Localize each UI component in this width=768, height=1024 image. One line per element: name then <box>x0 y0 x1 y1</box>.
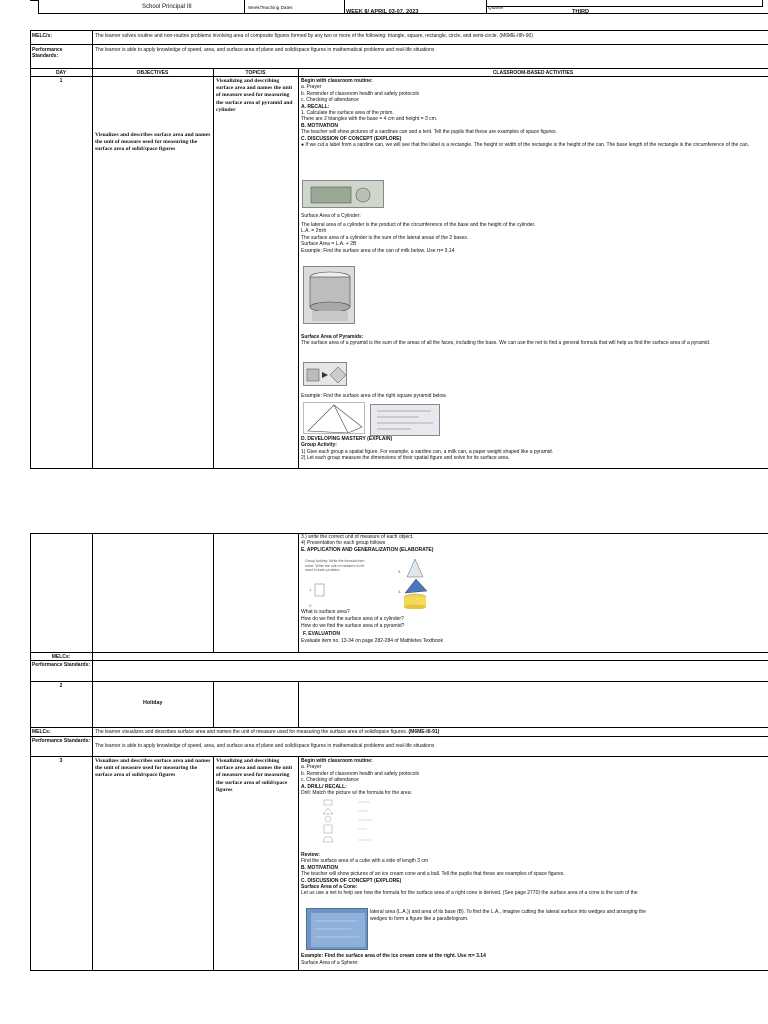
group-activity-image <box>303 557 443 609</box>
performance-text: The learner is able to apply knowledge of speed, area, and surface area of plane and solid/space figures in mathematical problems and real-life situations <box>95 47 435 53</box>
topic-text: Visualizing and describing surface area and names the unit of measure used for measuring the surface area of pyramid and cylinder <box>216 78 293 113</box>
cylinder-line: L.A. = 2πrh <box>301 228 327 235</box>
activity-line: a. Prayer <box>301 764 322 771</box>
review-line: Find the surface area of a cube with a side of length 3 cm <box>301 858 429 865</box>
activity-line: b. Reminder of classroom health and safety protocols <box>301 770 420 777</box>
activity-line: There are 2 triangles with the base = 4 cm and height = 3 cm. <box>301 116 438 123</box>
sphere-title: Surface Area of a Sphere: <box>301 960 359 967</box>
col-objectives-header: OBJECTIVES <box>136 69 169 76</box>
cone-example: Example: Find the surface area of the ice cream cone at the right. Use π= 3.14 <box>301 953 486 959</box>
cylinder-line: Surface Area = L.A. + 2B <box>301 241 357 248</box>
pyramid-net-image <box>303 362 347 386</box>
cone-line: lateral area (L.A.)) and area of its base (B). To find the L.A., imagine cutting the lateral surface into wedges and arranging the <box>370 909 646 915</box>
col-topics-header: TOPIC/S <box>245 69 266 76</box>
melcs-text-3: The learner visualizes and describes surface area and names the unit of measure used for measuring the surface area of solid/space figures. (M6ME-III-91) <box>95 729 440 735</box>
svg-text:4.: 4. <box>398 589 402 594</box>
performance-label-2: Performance Standards: <box>31 662 91 668</box>
performance-label: Performance Standards: <box>32 47 63 60</box>
melcs-label: MELC/s: <box>32 33 52 39</box>
review-line: Let us use a net to help see how the formula for the surface area of a right cone is derived. (See page 2770) the surface area of a cone is the sum of the <box>301 890 638 897</box>
review-line: Surface Area of a Cone: <box>301 884 358 890</box>
activity-line: c. Checking of attendance <box>301 777 359 784</box>
cont-line: 3.) write the correct unit of measure of each object. <box>301 534 414 540</box>
mastery-line: 1) Give each group a spatial figure. For example, a sardine can, a milk can, a paper weight shaped like a pyramid. <box>301 448 554 455</box>
performance-text-3: The learner is able to apply knowledge of speed, area, and surface area of plane and solid/space figures in mathematical problems and real-life situations <box>95 743 435 749</box>
evaluation-text: Evaluate item no. 13-34 on page 282-284 of Mathletes Textbook <box>301 637 443 644</box>
cylinder-line: The surface area of a cylinder is the sum of the lateral areas of the 2 bases. <box>301 234 469 241</box>
cone-net-image <box>306 908 368 950</box>
col-activities-header: CLASSROOM-BASED ACTIVITIES <box>492 69 574 76</box>
cylinder-line: The lateral area of a cylinder is the product of the circumference of the base and the height of the cylinder. <box>301 222 536 228</box>
activity-line: B. MOTIVATION <box>301 122 339 129</box>
pyramid-paragraph: The surface area of a pyramid is the sum of the areas of all the faces, including the base. We can use the net to find a general formula that will help us find the surface area of a pyramid. <box>301 340 711 347</box>
drill-matching-image <box>318 797 388 849</box>
activity-line: A. DRILL/ RECALL: <box>301 783 347 790</box>
mastery-line: D. DEVELOPING MASTERY (EXPLAIN) <box>301 436 393 442</box>
evaluation-title: F. EVALUATION <box>303 630 341 637</box>
cylinder-line: Surface Area of a Cylinder: <box>301 213 361 219</box>
svg-text:1.: 1. <box>309 587 313 592</box>
milk-can-image <box>303 266 355 324</box>
activity-line: a. Prayer <box>301 84 322 91</box>
question-line: How do we find the surface area of a cylinder? <box>301 616 404 622</box>
day-number: 1 <box>59 78 63 84</box>
concept-paragraph: ● If we cut a label from a sardine can, we will see that the label is a rectangle. The height or width of the rectangle is the height of the can. The base length of the rectangle is the circumference of the can. <box>301 142 750 148</box>
cont-line: 4) Presentation for each group follows <box>301 540 386 547</box>
activity-line: b. Reminder of classroom health and safety protocols <box>301 90 420 97</box>
question-line: How do we find the surface area of a pyramid? <box>301 623 405 629</box>
cone-line: wedges to form a figure like a parallelogram. <box>370 916 469 923</box>
activity-line: The teacher will show pictures of a sardines can and a tent. Tell the pupils that these are examples of space figures. <box>301 129 557 136</box>
week-value: WEEK 8/ APRIL 03-07, 2023 <box>346 9 419 15</box>
activity-line: Drill: Match the picture w/ the formula for the area: <box>301 790 412 796</box>
mastery-line: 2) Let each group measure the dimensions of their spatial figure and solve for its surface area. <box>301 455 510 462</box>
pyramid-title: Surface Area of Pyramids: <box>301 334 364 340</box>
review-line: Review: <box>301 852 320 858</box>
cylinder-line: Example: Find the surface area of the can of milk below. Use π= 3.14 <box>301 247 455 254</box>
topic-text-3: Visualizing and describing surface area and names the unit of measure used for measuring the surface area of solid/space figures <box>216 758 293 793</box>
question-line: What is surface area? <box>301 609 350 615</box>
col-day-header: DAY <box>55 69 67 76</box>
day-number-2: 2 <box>59 683 63 689</box>
review-line: B. MOTIVATION <box>301 864 339 871</box>
group-activity-instructions: Group Activity: Write the formula then solve. Write the unit of measure to be used in each problem. <box>305 559 365 573</box>
pyramid-solution-image <box>370 404 440 436</box>
pyramid-example: Example: Find the surface area of the right square pyramid below. <box>301 393 447 399</box>
activity-line: Begin with classroom routine: <box>301 758 373 764</box>
melcs-label-2: MELCs: <box>51 653 71 660</box>
day-number-3: 3 <box>59 758 63 764</box>
quarter-value: THIRD <box>572 9 590 15</box>
mastery-line: Group Activity: <box>301 442 337 449</box>
svg-text:3.: 3. <box>398 569 402 574</box>
pyramid-diagram-image <box>303 402 365 434</box>
review-line: The teacher will show pictures of an ice cream cone and a ball. Tell the pupils that these are examples of space figures. <box>301 871 565 878</box>
cont-line: E. APPLICATION AND GENERALIZATION (ELABORATE) <box>301 546 434 553</box>
activity-line: 1. Calculate the surface area of the prism. <box>301 110 394 116</box>
objective-text: Visualizes and describes surface area and names the unit of measure used for measuring the surface area of solid/space figures <box>95 132 211 153</box>
sardine-label-image <box>302 180 384 208</box>
melcs-label-3: MELCs: <box>32 729 51 735</box>
principal-label: School Principal III <box>142 4 192 10</box>
week-label: Week/Teaching Dates <box>248 5 293 10</box>
activity-line: C. DISCUSSION OF CONCEPT (EXPLORE) <box>301 135 402 142</box>
quarter-label: Quarter <box>488 5 504 10</box>
review-line: C. DISCUSSION OF CONCEPT (EXPLORE) <box>301 877 402 884</box>
activity-line: Begin with classroom routine: <box>301 78 373 84</box>
performance-label-3: Performance Standards: <box>31 738 91 744</box>
activity-line: A. RECALL: <box>301 103 330 110</box>
svg-text:2.: 2. <box>309 603 313 608</box>
activity-line: c. Checking of attendance <box>301 97 359 104</box>
melcs-text: The learner solves routine and non-routine problems involving area of composite figures formed by any two or more of the following: triangle, square, rectangle, circle, and semi-circle. (M6ME-IIIh-90) <box>95 33 533 39</box>
objective-text-3: Visualizes and describes surface area and names the unit of measure used for measuring the surface area of solid/space figures <box>95 758 211 779</box>
holiday-label: Holiday <box>143 700 163 706</box>
